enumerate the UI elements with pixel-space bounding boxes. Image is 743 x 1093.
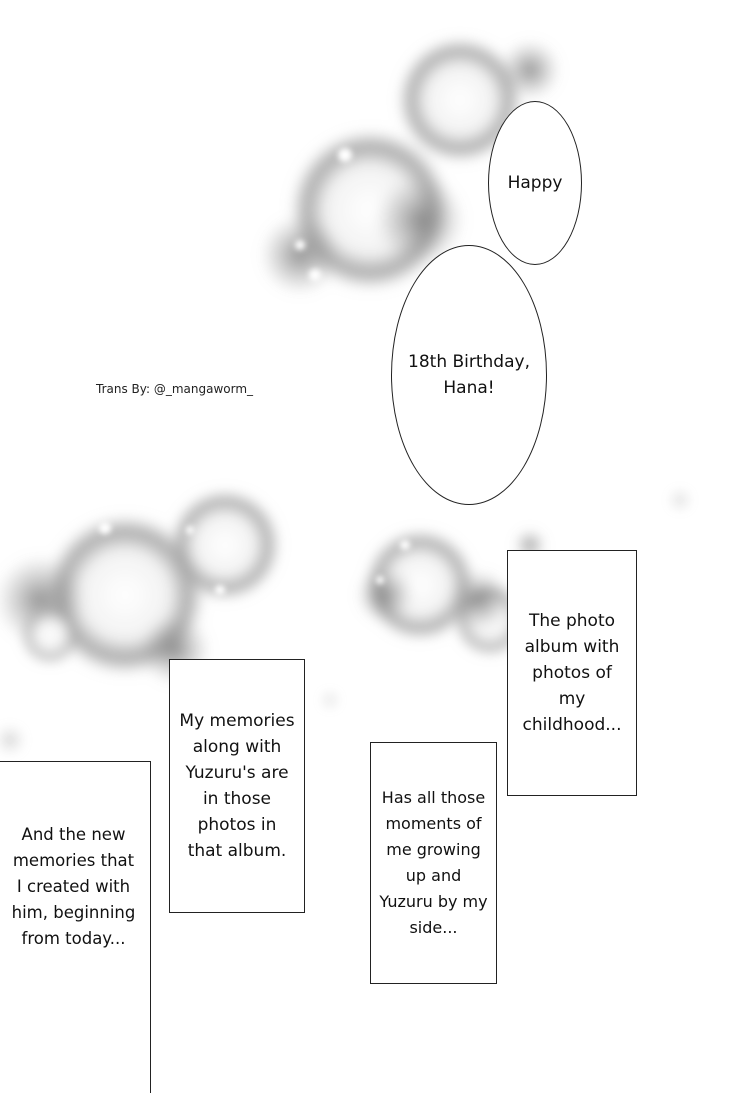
caption-box-moments [370,742,497,984]
caption-box-photo-album [507,550,637,796]
caption-text-photo-album: The photo album with photos of my childhood... [522,611,622,735]
bubble-text-happy: Happy [507,173,563,193]
caption-box-memories [169,659,305,913]
caption-text-moments: Has all those moments of me growing up and Yuzuru by my side... [379,788,488,937]
translator-credit: Trans By: @_mangaworm_ [96,382,254,396]
caption-text-new-memories: And the new memories that I created with him, beginning from today... [11,824,136,948]
bokeh-cluster-left [0,490,280,685]
speech-bubble-birthday [391,245,547,505]
caption-text-memories: My memories along with Yuzuru's are in those photos in that album. [179,711,295,861]
bubble-text-birthday: 18th Birthday, Hana! [408,352,530,398]
caption-box-new-memories [0,761,151,1093]
speech-bubble-happy [488,101,582,265]
